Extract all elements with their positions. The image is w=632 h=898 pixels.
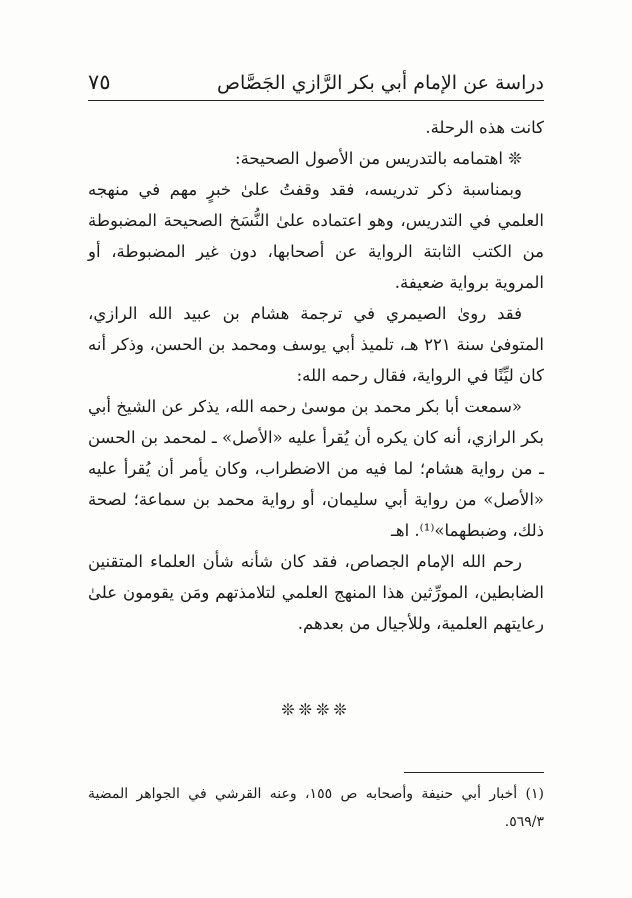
main-text (88, 112, 544, 639)
paragraph-1: وبمناسبة ذكر تدريسه، فقد وقفتُ علىٰ خبرٍ مهم في منهجه العلمي في التدريس، وهو اعتماده علىٰ النُّسَخ الصحيحة المضبوطة من الكتب الثابتة الرواية عن أصحابها، دون غير المضبوطة، أو المروية برواية ضعيفة. (88, 180, 544, 292)
paragraph-4: رحم الله الإمام الجصاص، فقد كان شأنه شأن العلماء المتقنين الضابطين، المورِّثين هذا المنهج العلمي لتلامذتهم ومَن يقومون علىٰ رعايتهم العلمية، وللأجيال من بعدهم. (88, 552, 544, 633)
intro-line: كانت هذه الرحلة. (425, 118, 544, 137)
footnote (88, 780, 544, 836)
footnote-text: (١) أخبار أبي حنيفة وأصحابه ص ١٥٥، وعنه القرشي في الجواهر المضية ٥٦٩/٣. (88, 786, 544, 830)
footnote-divider (404, 772, 544, 773)
section-heading: ❊ اهتمامه بالتدريس من الأصول الصحيحة: (235, 149, 522, 168)
running-header (88, 66, 544, 101)
paragraph-3-quote: «سمعت أبا بكر محمد بن موسىٰ رحمه الله، يذكر عن الشيخ أبي بكر الرازي، أنه كان يكره أن يُقرأ عليه «الأصل» ـ لمحمد بن الحسن ـ من رواية هشام؛ لما فيه من الاضطراب، وكان يأمر أن يُقرأ عليه «الأصل» من رواية أبي سليمان، أو رواية محمد بن سماعة؛ لصحة ذلك، وضبطهما»⁽¹⁾. اهـ (88, 397, 544, 540)
page-number: ٧٥ (88, 70, 111, 94)
header-title: دراسة عن الإمام أبي بكر الرَّازي الجَصَّاص (216, 72, 544, 94)
paragraph-2: فقد روىٰ الصيمري في ترجمة هشام بن عبيد الله الرازي، المتوفىٰ سنة ٢٢١ هـ، تلميذ أبي يوسف ومحمد بن الحسن، وذكر أنه كان ليِّنًا في الرواية، فقال رحمه الله: (88, 304, 544, 385)
section-separator: ❊❊❊❊ (281, 700, 351, 719)
